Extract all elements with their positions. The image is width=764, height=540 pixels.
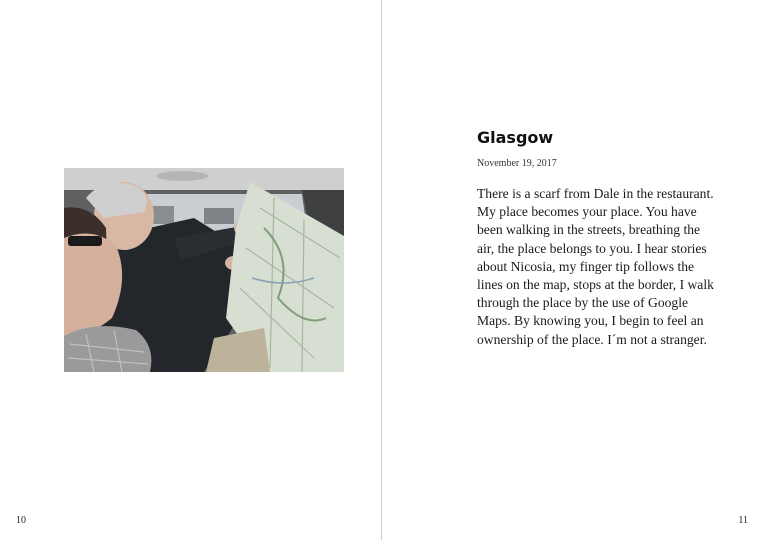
photo [64,168,344,372]
left-page [0,0,381,540]
body-paragraph: There is a scarf from Dale in the restaurant. My place becomes your place. You have been walking in the streets, breathing the air, the place belongs to you. I hear stories about Nicosia, my finger tip follows the lines on the map, stops at the border, I walk through the place by the use of Google Maps. By knowing you, I begin to feel an ownership of the place. I´m not a stranger. [477,186,714,347]
entry-date: November 19, 2017 [477,158,557,169]
right-page [382,0,764,540]
page-number-left: 10 [16,515,26,526]
photo-two-people-reading-map-icon [64,168,344,372]
page-number-right: 11 [738,515,748,526]
page-title: Glasgow [477,128,554,147]
